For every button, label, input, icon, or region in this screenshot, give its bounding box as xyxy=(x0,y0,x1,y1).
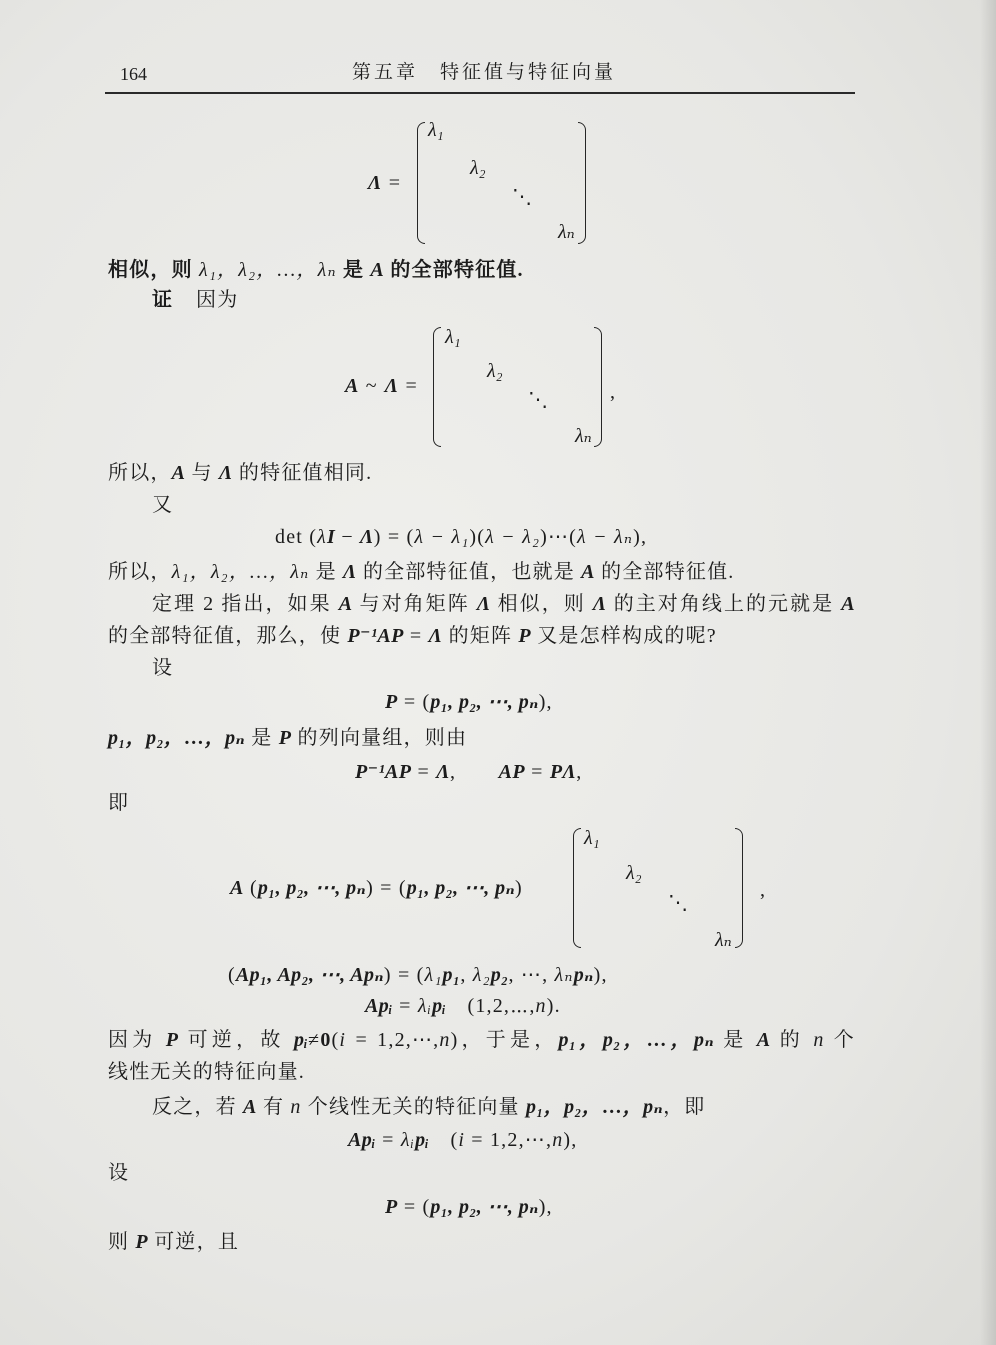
math-operator: = xyxy=(403,625,429,647)
math-operator: , xyxy=(576,761,583,783)
math-operator: ) = ( xyxy=(383,964,425,986)
math-var: λ₁，λ₂，…，λₙ xyxy=(199,259,337,281)
text-run: 的列向量组，则由 xyxy=(291,727,468,749)
math-var: P xyxy=(385,691,398,713)
det-equation xyxy=(275,524,647,550)
math-var: Λ xyxy=(368,172,382,194)
text-run: 与 xyxy=(185,462,219,484)
equation-columns xyxy=(228,962,608,988)
math-var: Apᵢ xyxy=(348,1129,376,1151)
math-operator: = xyxy=(524,761,550,783)
math-var: Apᵢ xyxy=(365,995,393,1017)
math-operator: = 1,2,⋯, xyxy=(465,1129,553,1151)
math-var: AP xyxy=(498,761,525,783)
math-operator: , xyxy=(460,964,473,986)
math-var: i xyxy=(458,1129,466,1151)
text-run: ，即 xyxy=(663,1096,706,1118)
text-run: 可逆，且 xyxy=(148,1231,240,1253)
math-var: A xyxy=(338,593,353,615)
math-var: p₁，p₂，…，pₙ xyxy=(108,727,246,749)
text-line xyxy=(108,460,372,486)
math-var: A xyxy=(370,259,385,281)
math-operator: ( xyxy=(243,877,258,899)
matrix-left-bracket xyxy=(573,828,581,948)
text-line: 又 xyxy=(152,494,174,516)
math-var: n xyxy=(552,1129,564,1151)
math-operator: )⋯( xyxy=(540,526,578,548)
text-run: 的全部特征值. xyxy=(594,561,735,583)
math-operator: = ( xyxy=(397,691,431,713)
scan-edge-shadow xyxy=(980,0,996,1345)
math-var: A xyxy=(171,462,186,484)
math-var: P⁻¹AP xyxy=(355,761,412,783)
math-var: λᵢ xyxy=(400,1129,416,1151)
text-line xyxy=(108,1229,239,1255)
proof-label: 证 xyxy=(152,289,174,311)
math-var: Λ xyxy=(436,761,450,783)
math-var: λ xyxy=(317,526,327,548)
text-run: 又是怎样构成的呢? xyxy=(531,625,717,647)
text-run: 是 xyxy=(714,1029,757,1051)
math-operator: ( xyxy=(228,964,236,986)
matrix-left-bracket xyxy=(433,327,441,447)
math-var: n xyxy=(290,1096,302,1118)
text-run: det ( xyxy=(275,526,318,548)
math-operator: ) = ( xyxy=(373,526,415,548)
math-var: P xyxy=(278,727,292,749)
math-operator: = ( xyxy=(397,1196,431,1218)
header-rule xyxy=(105,92,855,94)
math-var: P xyxy=(135,1231,149,1253)
math-operator: = xyxy=(392,995,418,1017)
math-var: i xyxy=(339,1029,347,1051)
math-var: p₁，p₂，…，pₙ xyxy=(558,1029,714,1051)
math-operator: ), xyxy=(538,691,553,713)
math-var: λ₁ xyxy=(424,964,443,986)
text-run: 有 xyxy=(256,1096,291,1118)
math-var: λ − λ₂ xyxy=(485,526,541,548)
chapter-title: 第五章 特征值与特征向量 xyxy=(352,62,617,83)
text-run: 是 xyxy=(309,561,343,583)
math-var: Λ xyxy=(343,561,357,583)
math-operator: ( xyxy=(429,1129,459,1151)
matrix-ddots: ⋱ xyxy=(512,186,532,208)
math-operator: ). xyxy=(546,995,561,1017)
math-var: Λ xyxy=(428,625,443,647)
equation-block-lhs xyxy=(230,875,523,901)
math-operator: ) = ( xyxy=(366,877,407,899)
math-var: λ − λₙ xyxy=(577,526,634,548)
math-var: pᵢ xyxy=(432,995,447,1017)
text-run: 的 xyxy=(770,1029,814,1051)
trailing-comma: , xyxy=(610,381,617,403)
math-var: A xyxy=(581,561,595,583)
math-var: P xyxy=(165,1029,179,1051)
math-var: PΛ xyxy=(549,761,577,783)
math-var: p₂ xyxy=(490,964,509,986)
matrix-entry: λₙ xyxy=(715,929,732,951)
text-line: 设 xyxy=(108,1162,130,1184)
math-operator: ) xyxy=(515,877,523,899)
math-var: A xyxy=(841,593,856,615)
text-run: 所以， xyxy=(108,561,172,583)
math-var: λ₂ xyxy=(472,964,491,986)
page-number: 164 xyxy=(120,64,147,84)
math-operator: − xyxy=(335,526,361,548)
text-run: 相似，则 xyxy=(108,259,199,281)
text-run: 个 xyxy=(824,1029,855,1051)
math-var: A xyxy=(243,1096,257,1118)
math-var: Λ xyxy=(360,526,374,548)
math-var: Λ xyxy=(476,593,491,615)
text-line xyxy=(108,559,735,585)
math-operator: )( xyxy=(469,526,486,548)
text-run: 反之，若 xyxy=(152,1096,243,1118)
math-var: pₙ xyxy=(573,964,594,986)
text-line xyxy=(108,623,717,649)
text-run: 因为 xyxy=(108,1029,166,1051)
math-var: p₁, p₂, ⋯, pₙ xyxy=(406,877,516,899)
text-line: 即 xyxy=(108,792,130,814)
math-var: λᵢ xyxy=(417,995,433,1017)
theorem-conclusion xyxy=(108,257,524,283)
text-run: 可逆，故 xyxy=(178,1029,294,1051)
math-var: p₁ xyxy=(442,964,461,986)
math-var: Λ xyxy=(592,593,607,615)
math-var: A xyxy=(756,1029,771,1051)
math-var: 0 xyxy=(320,1029,332,1051)
equation-similarity xyxy=(355,759,582,785)
matrix-entry: λₙ xyxy=(575,425,592,447)
math-var: p₁，p₂，…，pₙ xyxy=(525,1096,664,1118)
text-run: 所以， xyxy=(108,462,172,484)
math-var: p₁, p₂, ⋯, pₙ xyxy=(257,877,367,899)
text-run: 与对角矩阵 xyxy=(352,593,477,615)
math-operator: ≠ xyxy=(308,1029,321,1051)
matrix-entry: λ₁ xyxy=(428,119,444,141)
matrix-ddots: ⋱ xyxy=(528,389,548,411)
text-run: 的矩阵 xyxy=(442,625,519,647)
matrix-entry: λ₁ xyxy=(584,827,600,849)
matrix-right-bracket xyxy=(735,828,743,948)
text-run: )，于是， xyxy=(450,1029,559,1051)
proof-intro-text: 因为 xyxy=(196,289,239,311)
matrix-lambda-lhs xyxy=(368,170,408,196)
matrix-entry: λ₁ xyxy=(445,326,461,348)
math-operator: , ⋯, xyxy=(508,964,555,986)
math-var: p₁, p₂, ⋯, pₙ xyxy=(430,691,539,713)
math-operator: = xyxy=(375,1129,401,1151)
equation-eigen xyxy=(365,993,561,1019)
text-run: 是 xyxy=(245,727,279,749)
math-operator: ), xyxy=(563,1129,578,1151)
matrix-entry: λ₂ xyxy=(470,157,486,179)
text-line xyxy=(152,1094,705,1120)
math-var: I xyxy=(326,526,336,548)
math-var: λ − λ₁ xyxy=(414,526,470,548)
math-operator: ( xyxy=(331,1029,340,1051)
matrix-entry: λ₂ xyxy=(626,862,642,884)
matrix-right-bracket xyxy=(594,327,602,447)
text-run: 的主对角线上的元就是 xyxy=(606,593,842,615)
trailing-comma: , xyxy=(760,879,767,901)
math-operator: = xyxy=(411,761,437,783)
math-var: P xyxy=(518,625,531,647)
math-operator: (1,2,⋯, xyxy=(446,995,536,1017)
equation-p-definition xyxy=(385,689,553,715)
math-var: P xyxy=(385,1196,398,1218)
math-var: Ap₁, Ap₂, ⋯, Apₙ xyxy=(235,964,384,986)
math-var: λ₁，λ₂，…，λₙ xyxy=(171,561,310,583)
math-var: Λ xyxy=(384,375,399,397)
text-run: 的全部特征值，也就是 xyxy=(356,561,582,583)
text-run: 则 xyxy=(108,1231,136,1253)
text-run: 的全部特征值，那么，使 xyxy=(108,625,348,647)
math-var: pᵢ xyxy=(293,1029,309,1051)
math-operator: ~ xyxy=(365,375,378,397)
math-var: pᵢ xyxy=(415,1129,430,1151)
text-run: 的全部特征值. xyxy=(384,259,524,281)
matrix-similar-lhs xyxy=(345,373,425,399)
math-operator: ), xyxy=(593,964,608,986)
equation-p-definition xyxy=(385,1194,553,1220)
math-operator: ), xyxy=(633,526,648,548)
math-operator: = 1,2,⋯, xyxy=(346,1029,440,1051)
math-operator: = xyxy=(388,172,402,194)
math-operator: , xyxy=(449,761,499,783)
text-run: 定理 2 指出，如果 xyxy=(152,593,339,615)
equation-eigen xyxy=(348,1127,577,1153)
text-run: 是 xyxy=(336,259,371,281)
math-var: P⁻¹AP xyxy=(347,625,404,647)
math-var: λₙ xyxy=(554,964,574,986)
matrix-entry: λ₂ xyxy=(487,360,503,382)
math-operator: = xyxy=(405,375,419,397)
matrix-right-bracket xyxy=(578,122,586,244)
text-line: 设 xyxy=(152,657,174,679)
text-run: 相似，则 xyxy=(490,593,593,615)
math-operator: ), xyxy=(538,1196,553,1218)
text-run: 的特征值相同. xyxy=(232,462,373,484)
math-var: A xyxy=(345,375,359,397)
math-var: n xyxy=(535,995,547,1017)
math-var: A xyxy=(230,877,244,899)
matrix-ddots: ⋱ xyxy=(668,892,688,914)
text-line xyxy=(108,1027,855,1053)
math-var: Λ xyxy=(218,462,233,484)
text-run: 个线性无关的特征向量 xyxy=(301,1096,526,1118)
math-var: n xyxy=(439,1029,451,1051)
matrix-left-bracket xyxy=(417,122,425,244)
math-var: p₁, p₂, ⋯, pₙ xyxy=(430,1196,539,1218)
text-line xyxy=(152,591,855,617)
matrix-entry: λₙ xyxy=(558,221,575,243)
text-line: 线性无关的特征向量. xyxy=(108,1061,305,1083)
text-line xyxy=(108,725,467,751)
math-var: n xyxy=(813,1029,825,1051)
